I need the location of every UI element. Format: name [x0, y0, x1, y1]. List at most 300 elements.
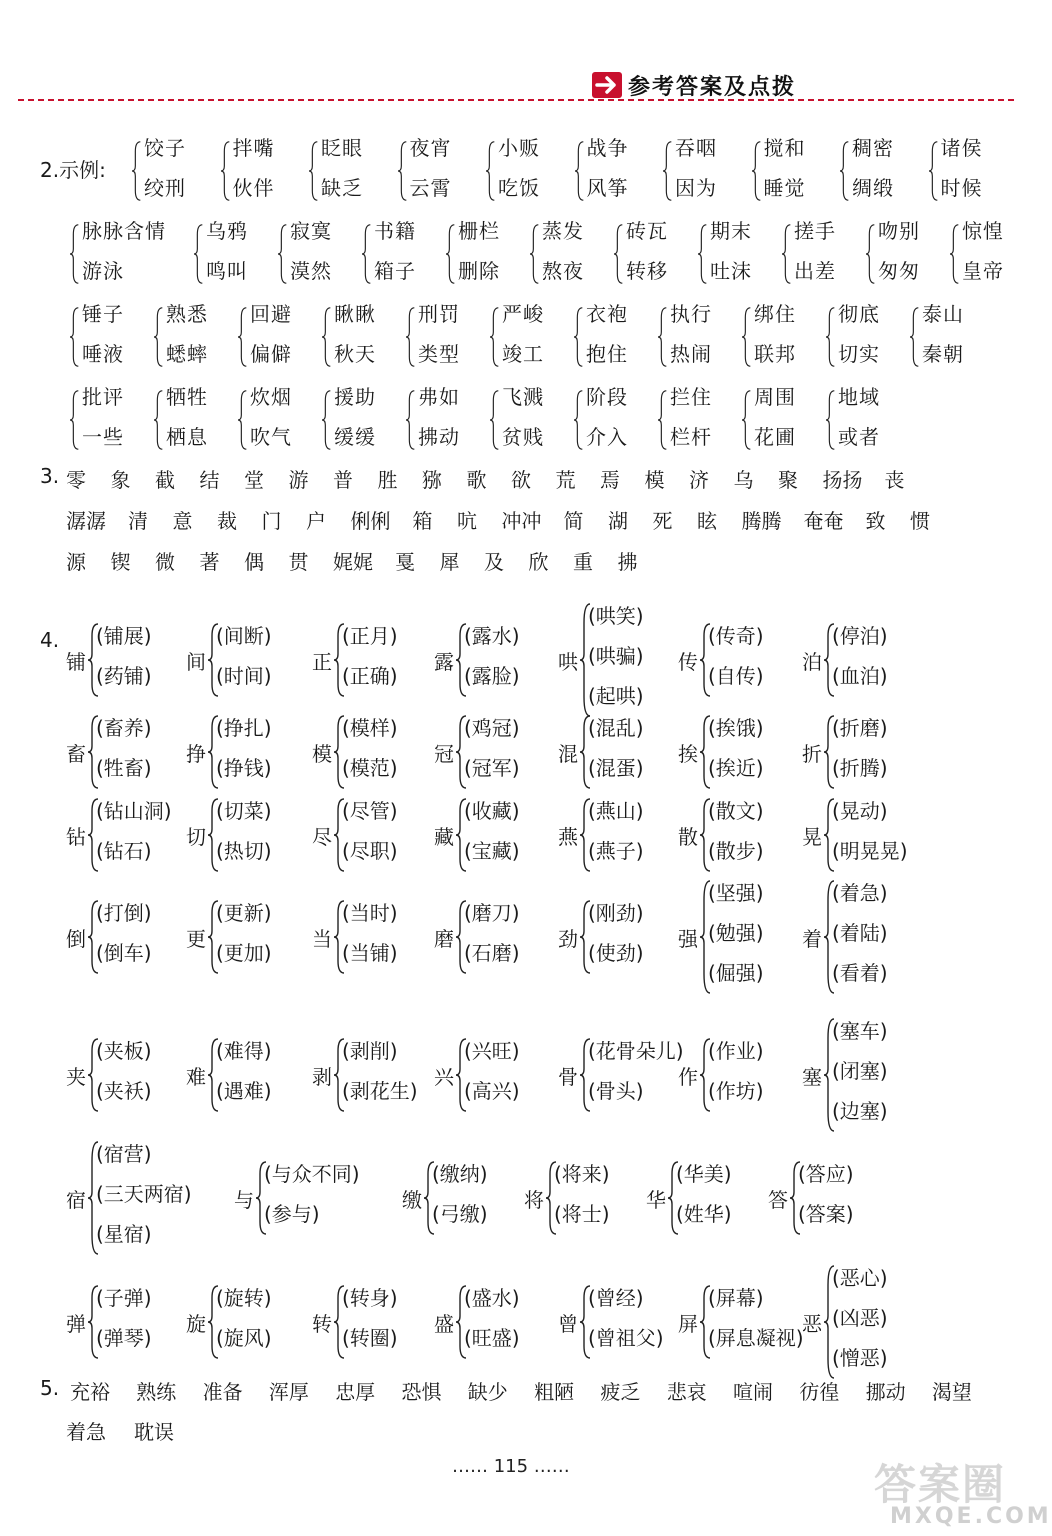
polyphone-example: (使劲) [588, 941, 644, 965]
pair-word-top: 眨眼 [321, 136, 363, 160]
polyphone-example: (勉强) [708, 921, 764, 945]
answer-char: 源 [66, 550, 86, 574]
answer-char: 堂 [244, 468, 264, 492]
answer-char: 箱 [412, 509, 433, 533]
word-pair [446, 215, 538, 295]
polyphone-example: (边塞) [832, 1099, 888, 1123]
word-pair [406, 298, 498, 378]
pair-word-bottom: 一些 [82, 425, 124, 449]
polyphone-example: (与众不同) [264, 1162, 360, 1186]
polyphone-example: (弹琴) [96, 1326, 152, 1350]
pair-word-bottom: 花圃 [754, 425, 796, 449]
pair-brace [658, 302, 668, 372]
polyphone-example: (模范) [342, 756, 398, 780]
polyphone-char: 宿 [66, 1188, 86, 1212]
pair-word-bottom: 出差 [794, 259, 836, 283]
answer-char: 微 [155, 550, 175, 574]
polyphone-example: (参与) [264, 1202, 320, 1226]
word-pair [663, 132, 755, 212]
answer-word: 彷徨 [799, 1380, 840, 1404]
pair-brace [530, 219, 540, 289]
pair-word-bottom: 抱住 [586, 342, 628, 366]
polyphone-example: (挣扎) [216, 716, 272, 740]
polyphone-example: (缴纳) [432, 1162, 488, 1186]
pair-word-top: 泰山 [922, 302, 964, 326]
pair-brace [70, 302, 80, 372]
page-header [0, 0, 1052, 110]
pair-word-top: 执行 [670, 302, 712, 326]
answer-char: 门 [261, 509, 282, 533]
word-pair [742, 298, 834, 378]
answer-char: 结 [199, 468, 220, 492]
polyphone-example: (挣钱) [216, 756, 272, 780]
polyphone-example: (骨头) [588, 1079, 644, 1103]
section-2-number: 2.示例: [40, 158, 106, 182]
polyphone-example: (刚劲) [588, 901, 644, 925]
polyphone-char: 更 [186, 927, 206, 951]
word-pair [658, 298, 750, 378]
polyphone-char: 夹 [66, 1065, 86, 1089]
polyphone-example: (畜养) [96, 716, 152, 740]
pair-brace [752, 136, 762, 206]
word-pair [698, 215, 790, 295]
pair-word-bottom: 贫贱 [502, 425, 544, 449]
polyphone-char: 旋 [186, 1312, 206, 1336]
polyphone-example: (鸡冠) [464, 716, 520, 740]
word-pair [70, 381, 162, 461]
polyphone-example: (散步) [708, 839, 764, 863]
polyphone-example: (星宿) [96, 1222, 152, 1246]
pair-word-bottom: 吐沫 [710, 259, 752, 283]
pair-word-bottom: 唾液 [82, 342, 124, 366]
answer-char: 腾腾 [741, 509, 782, 533]
pair-word-bottom: 因为 [675, 176, 717, 200]
polyphone-example: (热切) [216, 839, 272, 863]
polyphone-char: 间 [186, 650, 206, 674]
word-pair [322, 298, 414, 378]
word-pair [752, 132, 844, 212]
polyphone-char: 曾 [558, 1312, 578, 1336]
pair-brace [840, 136, 850, 206]
word-pair [278, 215, 370, 295]
answer-word: 渴望 [931, 1380, 972, 1404]
pair-word-top: 批评 [82, 385, 124, 409]
pair-word-bottom: 皇帝 [962, 259, 1004, 283]
pair-word-bottom: 热闹 [670, 342, 712, 366]
polyphone-example: (看着) [832, 961, 888, 985]
pair-word-top: 彻底 [838, 302, 880, 326]
polyphone-example: (弓缴) [432, 1202, 488, 1226]
answer-char: 乌 [733, 468, 754, 492]
polyphone-example: (起哄) [588, 684, 644, 708]
polyphone-example: (晃动) [832, 799, 888, 823]
answer-char: 游 [288, 468, 309, 492]
answer-char: 吭 [457, 509, 477, 533]
answer-char: 冲冲 [501, 509, 542, 533]
polyphone-example: (混乱) [588, 716, 644, 740]
polyphone-example: (挨饿) [708, 716, 764, 740]
polyphone-example: (华美) [676, 1162, 732, 1186]
polyphone-example: (更加) [216, 941, 272, 965]
answer-word: 挪动 [865, 1380, 906, 1404]
answer-char: 锲 [110, 550, 131, 574]
polyphone-example: (剥花生) [342, 1079, 418, 1103]
answer-word: 忠厚 [335, 1380, 376, 1404]
answer-char: 娓娓 [333, 550, 373, 574]
polyphone-example: (挨近) [708, 756, 764, 780]
polyphone-example: (宝藏) [464, 839, 520, 863]
answer-word: 喧闹 [733, 1380, 773, 1404]
polyphone-example: (旋风) [216, 1326, 272, 1350]
polyphone-example: (收藏) [464, 799, 520, 823]
pair-word-bottom: 栏杆 [670, 425, 712, 449]
word-pair [194, 215, 286, 295]
pair-brace [406, 302, 416, 372]
polyphone-char: 剥 [312, 1065, 332, 1089]
pair-brace [221, 136, 231, 206]
polyphone-example: (更新) [216, 901, 272, 925]
polyphone-example: (曾祖父) [588, 1326, 664, 1350]
polyphone-char: 挨 [678, 742, 698, 766]
answer-char: 清 [128, 509, 148, 533]
answer-char: 犀 [439, 550, 460, 574]
polyphone-example: (钻山洞) [96, 799, 172, 823]
polyphone-char: 折 [802, 742, 822, 766]
pair-brace [658, 385, 668, 455]
pair-word-top: 弗如 [418, 385, 460, 409]
polyphone-example: (答案) [798, 1202, 854, 1226]
pair-brace [194, 219, 204, 289]
pair-word-top: 绑住 [754, 302, 796, 326]
pair-brace [70, 219, 80, 289]
word-pair [70, 215, 166, 295]
pair-brace [663, 136, 673, 206]
page-number: …… 115 …… [452, 1456, 570, 1477]
polyphone-example: (尽管) [342, 799, 398, 823]
polyphone-example: (钻石) [96, 839, 152, 863]
polyphone-example: (剥削) [342, 1039, 398, 1063]
polyphone-example: (坚强) [708, 881, 764, 905]
section-5-number: 5. [40, 1376, 60, 1400]
polyphone-char: 转 [312, 1312, 332, 1336]
polyphone-example: (旋转) [216, 1286, 272, 1310]
polyphone-char: 混 [558, 742, 578, 766]
pair-brace [70, 385, 80, 455]
polyphone-char: 钻 [66, 825, 86, 849]
watermark-title: 答案圈 [874, 1460, 1007, 1509]
polyphone-example: (正确) [342, 664, 398, 688]
polyphone-example: (夹袄) [96, 1079, 152, 1103]
word-pair [362, 215, 454, 295]
pair-word-bottom: 秋天 [334, 342, 376, 366]
pair-word-top: 地域 [838, 385, 880, 409]
answer-word: 充裕 [70, 1380, 110, 1404]
word-pair [929, 132, 1021, 212]
pair-word-bottom: 睡觉 [763, 176, 806, 200]
word-pair [575, 132, 667, 212]
polyphone-example: (倔强) [708, 961, 764, 985]
pair-word-top: 搅和 [763, 136, 806, 160]
polyphone-example: (切菜) [216, 799, 272, 823]
answer-char: 象 [110, 468, 131, 492]
polyphone-example: (高兴) [464, 1079, 520, 1103]
word-pair [866, 215, 958, 295]
polyphone-char: 当 [312, 927, 332, 951]
polyphone-char: 散 [678, 825, 698, 849]
polyphone-char: 藏 [434, 825, 454, 849]
polyphone-example: (夹板) [96, 1039, 152, 1063]
pair-word-top: 期末 [710, 219, 752, 243]
polyphone-example: (旺盛) [464, 1326, 520, 1350]
pair-brace [406, 385, 416, 455]
pair-word-bottom: 吹气 [250, 425, 292, 449]
answer-char: 聚 [778, 468, 798, 492]
pair-word-bottom: 介入 [586, 425, 628, 449]
pair-word-top: 炊烟 [250, 385, 292, 409]
pair-word-top: 书籍 [374, 219, 416, 243]
pair-word-top: 周围 [754, 385, 796, 409]
polyphone-example: (将士) [554, 1202, 610, 1226]
answer-char: 裁 [217, 509, 237, 533]
pair-brace [826, 385, 836, 455]
polyphone-example: (折腾) [832, 756, 888, 780]
pair-brace [614, 219, 624, 289]
polyphone-example: (子弹) [96, 1286, 152, 1310]
pair-word-top: 搓手 [794, 219, 836, 243]
pair-word-top: 拦住 [670, 385, 712, 409]
pair-word-top: 锤子 [82, 302, 124, 326]
pair-word-top: 饺子 [144, 136, 186, 160]
polyphone-example: (冠军) [464, 756, 520, 780]
polyphone-example: (石磨) [464, 941, 520, 965]
pair-brace [866, 219, 876, 289]
polyphone-char: 尽 [312, 825, 332, 849]
polyphone-example: (转圈) [342, 1326, 398, 1350]
polyphone-char: 晃 [802, 825, 822, 849]
answer-char: 及 [484, 550, 504, 574]
polyphone-char: 兴 [434, 1065, 454, 1089]
polyphone-example: (转身) [342, 1286, 398, 1310]
pair-word-bottom: 熬夜 [542, 259, 584, 283]
pair-word-top: 衣袍 [586, 302, 628, 326]
pair-word-top: 栅栏 [458, 219, 500, 243]
polyphone-example: (屏息凝视) [708, 1326, 804, 1350]
polyphone-example: (模样) [342, 716, 398, 740]
answer-char: 胜 [377, 468, 398, 492]
pair-brace [362, 219, 372, 289]
polyphone-example: (铺展) [96, 624, 152, 648]
pair-brace [322, 302, 332, 372]
polyphone-example: (传奇) [708, 624, 764, 648]
answer-char: 意 [172, 509, 193, 533]
answer-char: 惯 [910, 509, 930, 533]
pair-word-bottom: 时候 [940, 176, 983, 200]
answer-char: 猕 [422, 468, 442, 492]
polyphone-example: (盛水) [464, 1286, 520, 1310]
pair-word-top: 诸侯 [940, 136, 983, 160]
polyphone-char: 将 [524, 1188, 544, 1212]
header-title-group [592, 68, 796, 102]
polyphone-char: 倒 [66, 927, 86, 951]
answer-char: 眩 [697, 509, 717, 533]
pair-word-bottom: 箱子 [374, 259, 416, 283]
answer-char: 济 [689, 468, 709, 492]
pair-brace [574, 302, 584, 372]
pair-word-top: 砖瓦 [626, 219, 668, 243]
answer-char: 户 [306, 509, 326, 533]
polyphone-char: 磨 [434, 927, 454, 951]
pair-brace [826, 302, 836, 372]
polyphone-char: 露 [434, 650, 454, 674]
answer-char: 湖 [608, 509, 628, 533]
word-pair [658, 381, 750, 461]
pair-word-top: 援助 [334, 385, 376, 409]
pair-word-bottom: 蟋蟀 [166, 342, 208, 366]
word-pair [742, 381, 834, 461]
word-pair [154, 298, 246, 378]
word-pair [574, 298, 666, 378]
pair-brace [490, 302, 500, 372]
pair-word-top: 回避 [250, 302, 292, 326]
pair-brace [782, 219, 792, 289]
pair-word-top: 蒸发 [542, 219, 584, 243]
pair-brace [322, 385, 332, 455]
pair-word-top: 吻别 [878, 219, 920, 243]
polyphone-example: (遇难) [216, 1079, 272, 1103]
polyphone-char: 骨 [558, 1065, 578, 1089]
word-pair [826, 381, 918, 461]
answer-word: 着急 [66, 1420, 106, 1444]
pair-brace [132, 136, 142, 206]
word-pair [490, 298, 582, 378]
pair-word-bottom: 绞刑 [144, 176, 186, 200]
pair-word-top: 严峻 [502, 302, 544, 326]
arrow-right-icon [592, 72, 622, 98]
polyphone-example: (姓华) [676, 1202, 732, 1226]
section-4-number: 4. [40, 628, 60, 652]
pair-word-top: 刑罚 [418, 302, 460, 326]
pair-word-top: 瞅瞅 [334, 302, 376, 326]
word-pair [486, 132, 578, 212]
pair-brace [154, 302, 164, 372]
pair-word-bottom: 漠然 [290, 259, 332, 283]
polyphone-example: (作业) [708, 1039, 764, 1063]
word-pair [309, 132, 401, 212]
word-pair [840, 132, 932, 212]
word-pair [238, 381, 330, 461]
answer-word: 粗陋 [534, 1380, 575, 1404]
polyphone-example: (散文) [708, 799, 764, 823]
pair-brace [238, 385, 248, 455]
polyphone-char: 传 [678, 650, 698, 674]
pair-word-bottom: 栖息 [166, 425, 208, 449]
polyphone-example: (着陆) [832, 921, 888, 945]
word-pair [154, 381, 246, 461]
header-title: 参考答案及点拨 [628, 74, 797, 100]
word-pair [782, 215, 874, 295]
polyphone-example: (正月) [342, 624, 398, 648]
pair-word-bottom: 联邦 [754, 342, 796, 366]
pair-word-top: 吞咽 [675, 136, 717, 160]
polyphone-example: (屏幕) [708, 1286, 764, 1310]
pair-brace [575, 136, 585, 206]
pair-brace [929, 136, 939, 206]
watermark-logo [870, 1450, 1052, 1536]
pair-word-top: 稠密 [852, 136, 894, 160]
polyphone-char: 着 [802, 927, 822, 951]
pair-brace [698, 219, 708, 289]
polyphone-char: 强 [678, 927, 698, 951]
pair-word-top: 寂寞 [290, 219, 332, 243]
answer-char: 潺潺 [66, 509, 106, 533]
word-pair [826, 298, 918, 378]
polyphone-example: (尽职) [342, 839, 398, 863]
polyphone-example: (明晃晃) [832, 839, 908, 863]
answer-char: 奄奄 [803, 509, 844, 533]
polyphone-example: (塞车) [832, 1019, 888, 1043]
word-pair [614, 215, 706, 295]
pair-brace [309, 136, 319, 206]
answer-char: 简 [563, 509, 584, 533]
pair-word-bottom: 鸣叫 [206, 259, 248, 283]
answer-char: 贯 [288, 550, 309, 574]
polyphone-example: (答应) [798, 1162, 854, 1186]
word-pair [398, 132, 490, 212]
word-pair [490, 381, 582, 461]
pair-brace [490, 385, 500, 455]
polyphone-char: 畜 [66, 742, 86, 766]
answer-char: 普 [333, 468, 353, 492]
answer-char: 欲 [511, 468, 531, 492]
section-3-number: 3. [40, 464, 60, 488]
polyphone-example: (凶恶) [832, 1306, 888, 1330]
pair-brace [154, 385, 164, 455]
pair-word-bottom: 或者 [838, 425, 880, 449]
answer-char: 戛 [395, 550, 415, 574]
word-pair [221, 132, 313, 212]
answer-char: 截 [155, 468, 175, 492]
pair-word-bottom: 秦朝 [922, 342, 964, 366]
polyphone-example: (血泊) [832, 664, 888, 688]
pair-word-bottom: 吃饭 [498, 176, 540, 200]
answer-word: 疲乏 [600, 1380, 641, 1404]
polyphone-example: (药铺) [96, 664, 152, 688]
polyphone-char: 塞 [802, 1065, 822, 1089]
answer-char: 拂 [617, 550, 638, 574]
polyphone-char: 难 [186, 1065, 206, 1089]
word-pair [238, 298, 330, 378]
pair-word-top: 阶段 [586, 385, 628, 409]
answer-char: 零 [66, 468, 86, 492]
header-divider [18, 99, 1014, 101]
polyphone-char: 铺 [66, 650, 86, 674]
pair-word-bottom: 缓缓 [334, 425, 376, 449]
word-pair [910, 298, 1002, 378]
pair-word-bottom: 转移 [626, 259, 668, 283]
pair-word-top: 脉脉含情 [82, 219, 166, 243]
pair-word-bottom: 删除 [458, 259, 500, 283]
pair-word-top: 夜宵 [409, 136, 452, 160]
pair-word-bottom: 类型 [418, 342, 460, 366]
pair-word-top: 拌嘴 [232, 136, 275, 160]
polyphone-char: 泊 [802, 650, 822, 674]
pair-brace [278, 219, 288, 289]
answer-char: 俐俐 [350, 509, 391, 533]
polyphone-example: (燕子) [588, 839, 644, 863]
word-pair [132, 132, 224, 212]
answer-char: 著 [199, 550, 220, 574]
pair-word-bottom: 竣工 [502, 342, 544, 366]
